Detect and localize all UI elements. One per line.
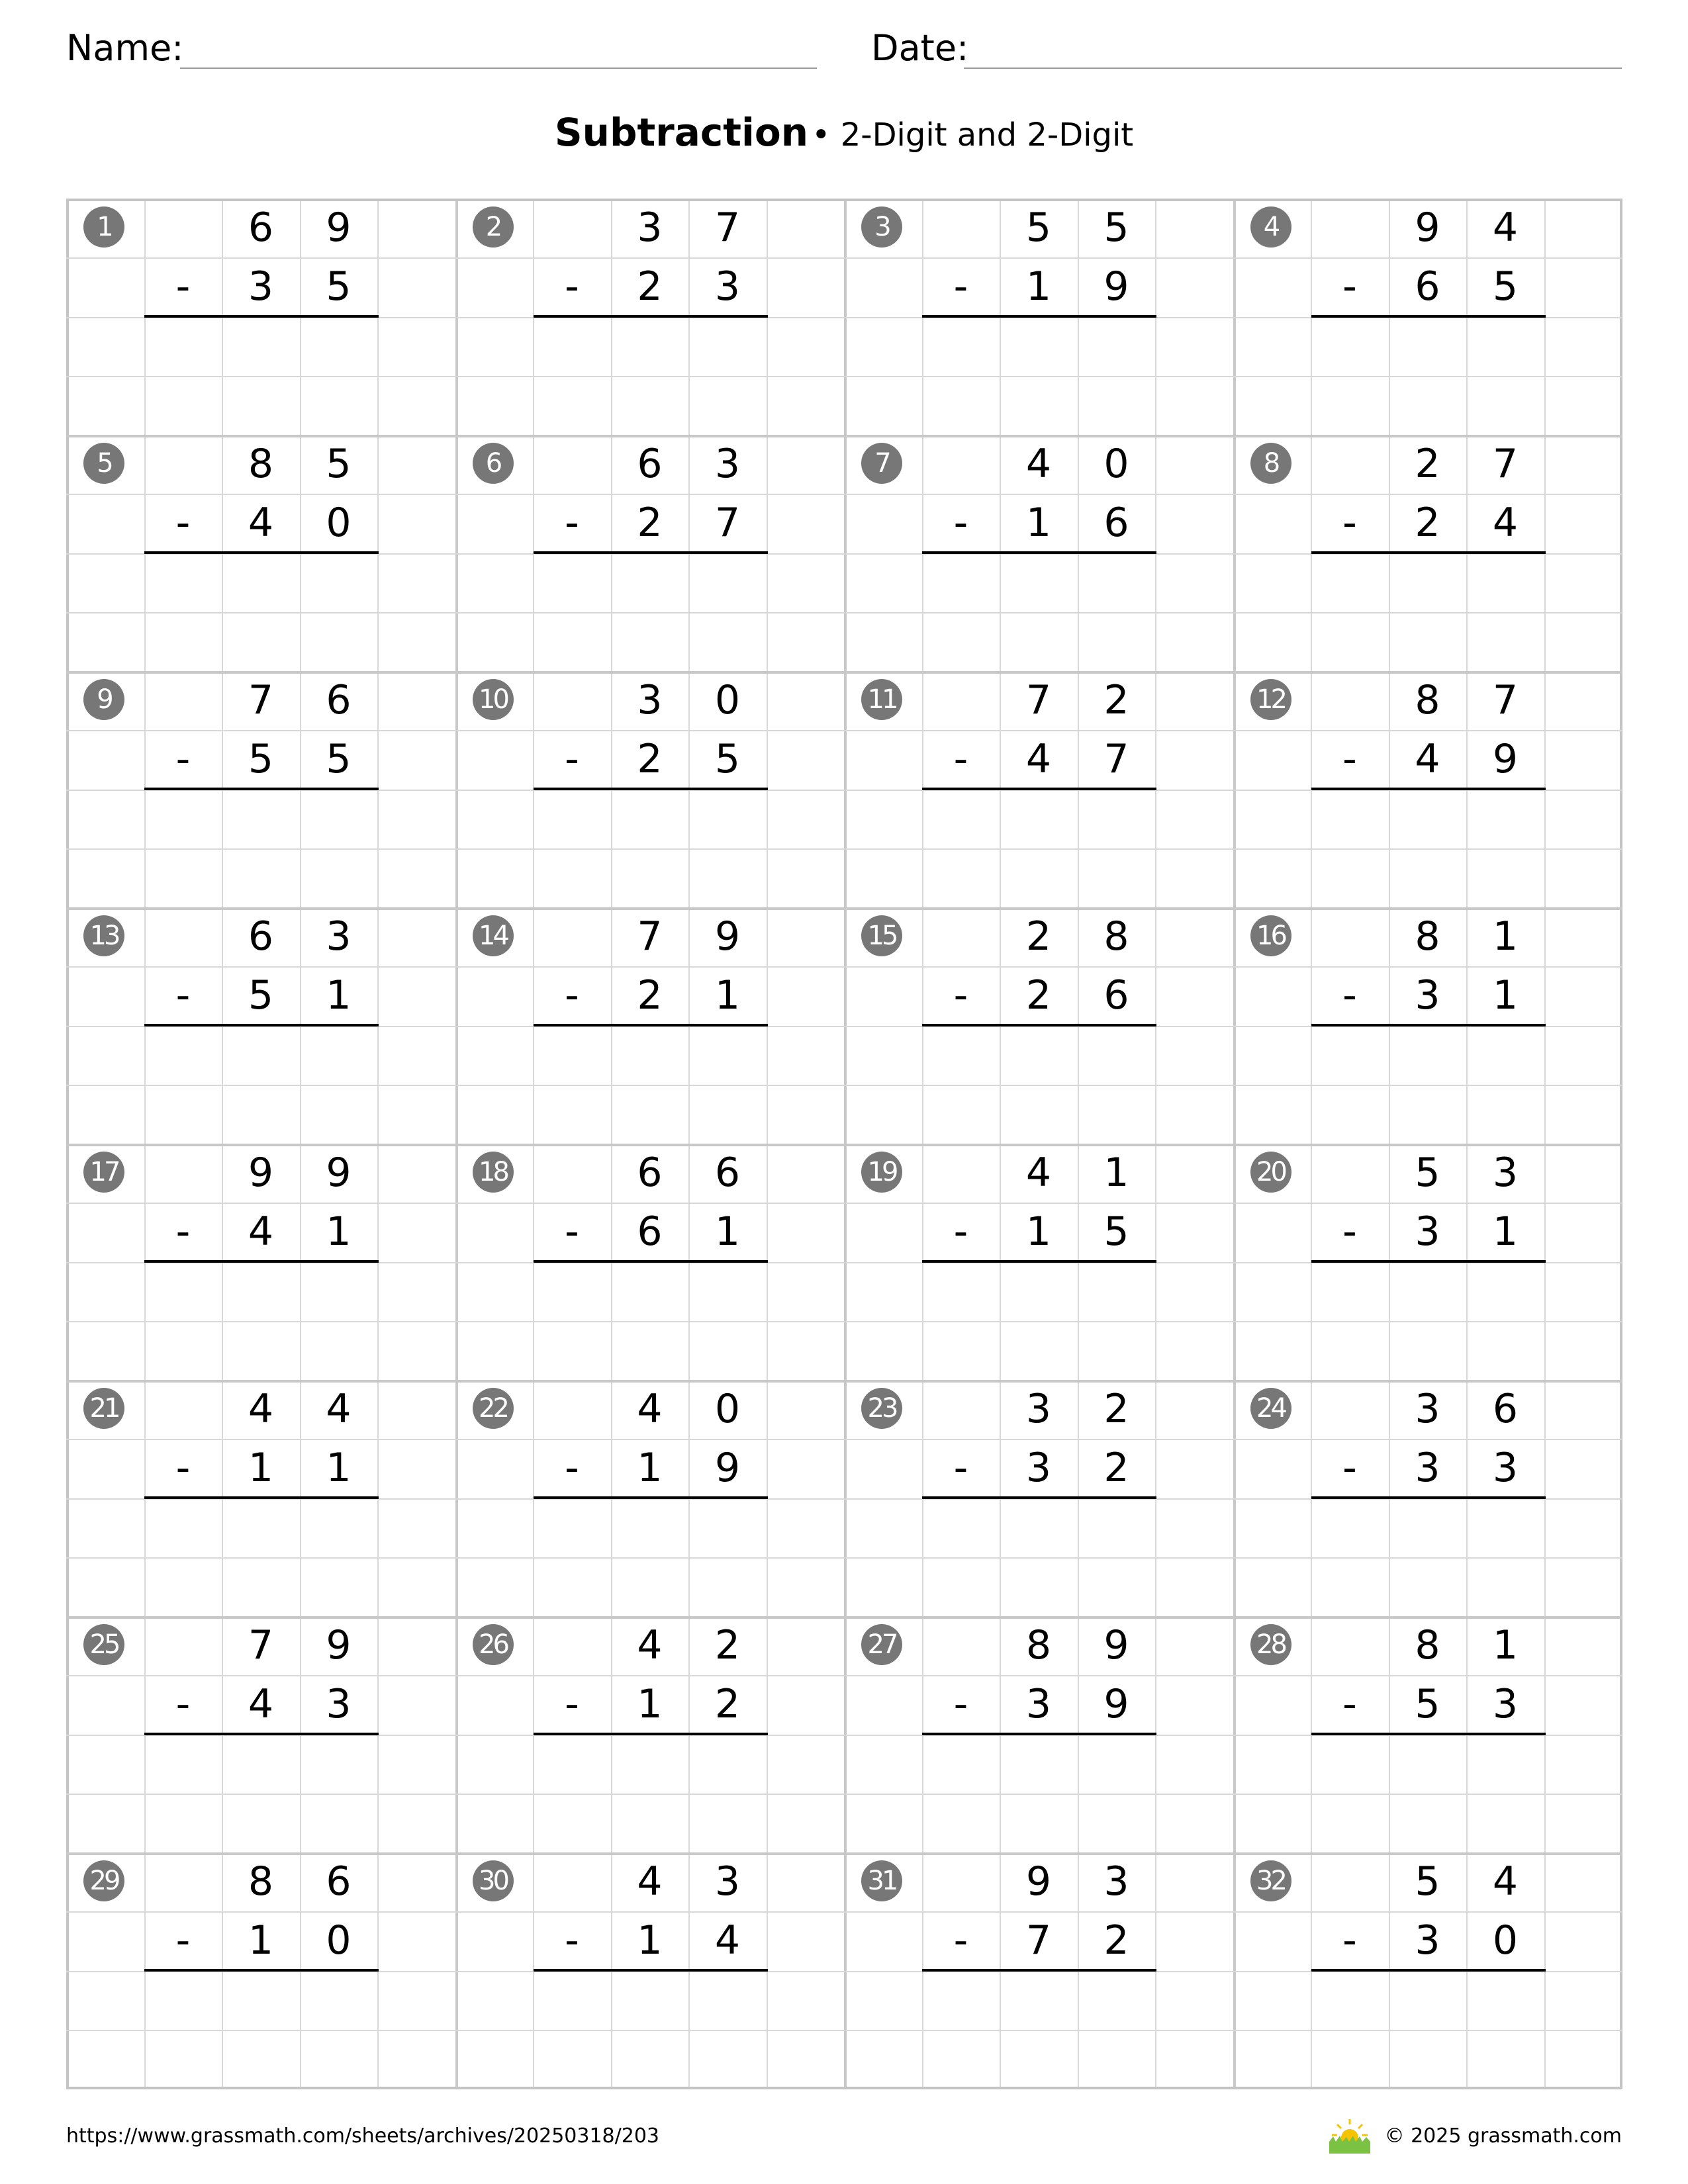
minuend-tens-digit: 2 [1025,913,1052,960]
problem-number-badge: 22 [473,1388,514,1429]
minus-sign: - [175,1445,191,1492]
answer-area[interactable] [533,1498,767,1617]
minus-sign: - [565,1445,579,1492]
problem-2 [455,199,845,435]
subtrahend-tens-digit: 4 [1025,736,1052,783]
answer-area[interactable] [533,1735,767,1853]
subtrahend-ones-digit: 1 [326,1445,352,1492]
minuend-tens-digit: 3 [1415,1386,1440,1432]
minuend-ones-digit: 7 [714,205,741,251]
problem-number-badge: 4 [1250,206,1291,248]
minus-sign: - [953,500,968,547]
problem-number-badge: 8 [1250,443,1291,484]
problem-number-badge: 6 [473,443,514,484]
problem-number-badge: 10 [473,679,514,720]
minuend-tens-digit: 3 [637,205,663,251]
minuend-tens-digit: 5 [1025,205,1052,251]
subtrahend-tens-digit: 3 [1415,1917,1440,1964]
subtrahend-ones-digit: 4 [1492,500,1519,547]
subtrahend-tens-digit: 1 [1025,263,1052,310]
minuend-ones-digit: 4 [1492,205,1519,251]
minus-sign: - [953,1208,968,1255]
subtrahend-ones-digit: 3 [714,263,741,310]
answer-area[interactable] [144,553,378,672]
subtrahend-tens-digit: 2 [1025,972,1052,1019]
minuend-ones-digit: 9 [326,1150,352,1196]
minuend-ones-digit: 0 [1103,441,1129,487]
minuend-tens-digit: 8 [248,441,274,487]
minuend-tens-digit: 4 [637,1386,663,1432]
minuend-ones-digit: 9 [326,205,352,251]
minus-sign: - [175,1208,191,1255]
subtrahend-tens-digit: 3 [1415,1445,1440,1492]
minus-sign: - [953,263,968,310]
answer-area[interactable] [1311,1498,1544,1617]
subtrahend-tens-digit: 1 [1025,500,1052,547]
minuend-ones-digit: 0 [714,1386,741,1432]
problem-7 [844,435,1233,671]
minuend-ones-digit: 6 [326,677,352,723]
minuend-tens-digit: 8 [1415,1622,1440,1668]
minuend-tens-digit: 5 [1415,1858,1440,1905]
minuend-ones-digit: 7 [1492,441,1519,487]
minus-sign: - [1342,1208,1357,1255]
subtrahend-tens-digit: 4 [248,1208,274,1255]
minuend-tens-digit: 6 [248,205,274,251]
minus-sign: - [1342,1445,1357,1492]
minuend-ones-digit: 5 [326,441,352,487]
minus-sign: - [1342,1917,1357,1964]
subtrahend-tens-digit: 4 [1415,736,1440,783]
problem-number-badge: 32 [1250,1860,1291,1901]
minuend-ones-digit: 6 [326,1858,352,1905]
problem-12 [1233,671,1622,907]
problem-9 [66,671,455,907]
subtrahend-ones-digit: 1 [1492,1208,1519,1255]
subtrahend-tens-digit: 2 [637,972,663,1019]
subtrahend-ones-digit: 9 [714,1445,741,1492]
answer-area[interactable] [144,1735,378,1853]
subtrahend-ones-digit: 1 [714,972,741,1019]
problem-number-badge: 5 [83,443,124,484]
answer-area[interactable] [144,317,378,435]
subtrahend-tens-digit: 5 [248,736,274,783]
answer-area[interactable] [922,1971,1156,2089]
minuend-ones-digit: 6 [1492,1386,1519,1432]
problem-22 [455,1380,845,1616]
answer-area[interactable] [144,1498,378,1617]
answer-area[interactable] [533,1971,767,2089]
minuend-ones-digit: 4 [326,1386,352,1432]
subtrahend-ones-digit: 6 [1103,972,1129,1019]
minuend-tens-digit: 7 [248,677,274,723]
minuend-tens-digit: 9 [1415,205,1440,251]
minuend-tens-digit: 2 [1415,441,1440,487]
subtrahend-ones-digit: 2 [714,1681,741,1728]
problem-29 [66,1852,455,2089]
problem-number-badge: 9 [83,679,124,720]
subtrahend-tens-digit: 3 [1415,1208,1440,1255]
subtrahend-ones-digit: 7 [714,500,741,547]
subtrahend-tens-digit: 7 [1025,1917,1052,1964]
minuend-ones-digit: 3 [1492,1150,1519,1196]
problem-number-badge: 16 [1250,915,1291,956]
subtrahend-tens-digit: 2 [637,263,663,310]
minuend-tens-digit: 6 [637,441,663,487]
minuend-ones-digit: 3 [1103,1858,1129,1905]
subtrahend-ones-digit: 0 [326,500,352,547]
minuend-tens-digit: 4 [248,1386,274,1432]
subtrahend-ones-digit: 1 [1492,972,1519,1019]
problem-14 [455,907,845,1144]
problem-number-badge: 28 [1250,1624,1291,1665]
answer-area[interactable] [144,1971,378,2089]
problem-number-badge: 13 [83,915,124,956]
problem-13 [66,907,455,1144]
answer-area[interactable] [1311,1262,1544,1381]
subtrahend-tens-digit: 2 [1415,500,1440,547]
subtrahend-ones-digit: 1 [714,1208,741,1255]
subtrahend-ones-digit: 4 [714,1917,741,1964]
subtrahend-tens-digit: 3 [1415,972,1440,1019]
answer-area[interactable] [533,317,767,435]
minuend-tens-digit: 4 [1025,441,1052,487]
minuend-tens-digit: 6 [637,1150,663,1196]
subtrahend-tens-digit: 3 [1025,1445,1052,1492]
problem-number-badge: 17 [83,1152,124,1193]
name-label: Name: [66,27,184,69]
minuend-tens-digit: 8 [1415,913,1440,960]
minus-sign: - [565,1681,579,1728]
problem-25 [66,1616,455,1852]
problem-number-badge: 30 [473,1860,514,1901]
subtrahend-ones-digit: 9 [1103,263,1129,310]
minus-sign: - [1342,500,1357,547]
minus-sign: - [953,1445,968,1492]
answer-area[interactable] [922,790,1156,908]
subtrahend-ones-digit: 0 [326,1917,352,1964]
problem-27 [844,1616,1233,1852]
problem-28 [1233,1616,1622,1852]
minuend-tens-digit: 9 [1025,1858,1052,1905]
page-title [0,106,1688,169]
minuend-tens-digit: 7 [637,913,663,960]
problem-number-badge: 24 [1250,1388,1291,1429]
minus-sign: - [565,263,579,310]
answer-area[interactable] [144,790,378,908]
minuend-ones-digit: 1 [1492,1622,1519,1668]
footer-url: https://www.grassmath.com/sheets/archives/20250318/203 [66,2124,660,2148]
subtrahend-ones-digit: 2 [1103,1445,1129,1492]
worksheet-grid [66,199,1622,2089]
subtrahend-ones-digit: 0 [1492,1917,1519,1964]
problem-11 [844,671,1233,907]
minus-sign: - [1342,736,1357,783]
answer-area[interactable] [1311,553,1544,672]
subtrahend-ones-digit: 3 [326,1681,352,1728]
minuend-tens-digit: 3 [637,677,663,723]
subtrahend-tens-digit: 6 [637,1208,663,1255]
answer-area[interactable] [922,1735,1156,1853]
problem-5 [66,435,455,671]
problem-15 [844,907,1233,1144]
minus-sign: - [175,500,191,547]
subtrahend-ones-digit: 2 [1103,1917,1129,1964]
subtrahend-ones-digit: 6 [1103,500,1129,547]
title-main: Subtraction [554,110,809,155]
subtrahend-tens-digit: 4 [248,1681,274,1728]
minus-sign: - [953,1917,968,1964]
answer-area[interactable] [1311,790,1544,908]
problem-number-badge: 25 [83,1624,124,1665]
minuend-ones-digit: 8 [1103,913,1129,960]
problem-31 [844,1852,1233,2089]
minuend-tens-digit: 4 [637,1622,663,1668]
minuend-ones-digit: 2 [1103,1386,1129,1432]
subtrahend-tens-digit: 6 [1415,263,1440,310]
problem-19 [844,1144,1233,1380]
problem-23 [844,1380,1233,1616]
answer-area[interactable] [533,553,767,672]
answer-area[interactable] [1311,1971,1544,2089]
subtrahend-ones-digit: 3 [1492,1681,1519,1728]
minuend-tens-digit: 8 [1415,677,1440,723]
grass-sun-icon [1328,2118,1372,2155]
minus-sign: - [175,263,191,310]
problem-4 [1233,199,1622,435]
problem-17 [66,1144,455,1380]
minuend-tens-digit: 3 [1025,1386,1052,1432]
answer-area[interactable] [922,553,1156,672]
answer-area[interactable] [1311,317,1544,435]
minus-sign: - [953,1681,968,1728]
minuend-ones-digit: 6 [714,1150,741,1196]
problem-number-badge: 15 [861,915,902,956]
minus-sign: - [565,972,579,1019]
minuend-ones-digit: 4 [1492,1858,1519,1905]
problem-number-badge: 2 [473,206,514,248]
minuend-ones-digit: 1 [1103,1150,1129,1196]
subtrahend-ones-digit: 1 [326,1208,352,1255]
answer-area[interactable] [1311,1026,1544,1144]
minuend-tens-digit: 7 [1025,677,1052,723]
minuend-ones-digit: 2 [714,1622,741,1668]
answer-area[interactable] [533,790,767,908]
minuend-ones-digit: 9 [326,1622,352,1668]
problem-10 [455,671,845,907]
problem-20 [1233,1144,1622,1380]
minuend-ones-digit: 9 [714,913,741,960]
minuend-tens-digit: 7 [248,1622,274,1668]
subtrahend-tens-digit: 2 [637,736,663,783]
minus-sign: - [565,736,579,783]
subtrahend-tens-digit: 1 [637,1445,663,1492]
minuend-tens-digit: 8 [248,1858,274,1905]
answer-area[interactable] [144,1026,378,1144]
subtrahend-ones-digit: 5 [326,263,352,310]
answer-area[interactable] [922,1262,1156,1381]
minus-sign: - [1342,1681,1357,1728]
problem-number-badge: 21 [83,1388,124,1429]
minuend-ones-digit: 1 [1492,913,1519,960]
subtrahend-ones-digit: 5 [714,736,741,783]
subtrahend-tens-digit: 1 [248,1445,274,1492]
subtrahend-ones-digit: 5 [1492,263,1519,310]
minuend-ones-digit: 3 [714,1858,741,1905]
answer-area[interactable] [533,1026,767,1144]
problem-3 [844,199,1233,435]
minuend-tens-digit: 9 [248,1150,274,1196]
subtrahend-tens-digit: 5 [1415,1681,1440,1728]
date-label: Date: [871,27,969,69]
problem-32 [1233,1852,1622,2089]
minus-sign: - [953,736,968,783]
problem-number-badge: 11 [861,679,902,720]
minuend-tens-digit: 4 [1025,1150,1052,1196]
name-field-line[interactable] [180,68,817,69]
minus-sign: - [1342,263,1357,310]
problem-number-badge: 19 [861,1152,902,1193]
minus-sign: - [565,1917,579,1964]
problem-26 [455,1616,845,1852]
minuend-ones-digit: 7 [1492,677,1519,723]
minuend-tens-digit: 5 [1415,1150,1440,1196]
subtrahend-tens-digit: 1 [248,1917,274,1964]
subtrahend-tens-digit: 3 [248,263,274,310]
minus-sign: - [175,736,191,783]
answer-area[interactable] [144,1262,378,1381]
problem-number-badge: 27 [861,1624,902,1665]
problem-number-badge: 1 [83,206,124,248]
problem-18 [455,1144,845,1380]
minus-sign: - [953,972,968,1019]
problem-number-badge: 29 [83,1860,124,1901]
minus-sign: - [175,1681,191,1728]
subtrahend-tens-digit: 2 [637,500,663,547]
minuend-ones-digit: 2 [1103,677,1129,723]
problem-number-badge: 7 [861,443,902,484]
subtrahend-tens-digit: 1 [637,1917,663,1964]
problem-30 [455,1852,845,2089]
problem-24 [1233,1380,1622,1616]
problem-number-badge: 12 [1250,679,1291,720]
subtrahend-ones-digit: 3 [1492,1445,1519,1492]
problem-number-badge: 14 [473,915,514,956]
problem-number-badge: 26 [473,1624,514,1665]
problem-number-badge: 23 [861,1388,902,1429]
answer-area[interactable] [922,1498,1156,1617]
problem-number-badge: 31 [861,1860,902,1901]
subtrahend-ones-digit: 5 [326,736,352,783]
minuend-tens-digit: 4 [637,1858,663,1905]
minuend-ones-digit: 3 [326,913,352,960]
subtrahend-tens-digit: 4 [248,500,274,547]
footer-copyright: © 2025 grassmath.com [1384,2124,1622,2148]
minuend-ones-digit: 3 [714,441,741,487]
title-subtitle: • 2-Digit and 2-Digit [812,116,1134,154]
subtrahend-tens-digit: 1 [1025,1208,1052,1255]
problem-6 [455,435,845,671]
problem-number-badge: 3 [861,206,902,248]
answer-area[interactable] [922,1026,1156,1144]
date-field-line[interactable] [964,68,1622,69]
minuend-tens-digit: 8 [1025,1622,1052,1668]
minus-sign: - [1342,972,1357,1019]
answer-area[interactable] [533,1262,767,1381]
minuend-ones-digit: 5 [1103,205,1129,251]
subtrahend-ones-digit: 7 [1103,736,1129,783]
problem-1 [66,199,455,435]
minus-sign: - [565,1208,579,1255]
subtrahend-tens-digit: 5 [248,972,274,1019]
minuend-ones-digit: 0 [714,677,741,723]
subtrahend-ones-digit: 9 [1492,736,1519,783]
answer-area[interactable] [1311,1735,1544,1853]
subtrahend-tens-digit: 3 [1025,1681,1052,1728]
subtrahend-ones-digit: 1 [326,972,352,1019]
answer-area[interactable] [922,317,1156,435]
minuend-ones-digit: 9 [1103,1622,1129,1668]
problem-21 [66,1380,455,1616]
problem-number-badge: 18 [473,1152,514,1193]
minuend-tens-digit: 6 [248,913,274,960]
subtrahend-ones-digit: 5 [1103,1208,1129,1255]
subtrahend-tens-digit: 1 [637,1681,663,1728]
problem-8 [1233,435,1622,671]
minus-sign: - [565,500,579,547]
minus-sign: - [175,1917,191,1964]
problem-16 [1233,907,1622,1144]
minus-sign: - [175,972,191,1019]
problem-number-badge: 20 [1250,1152,1291,1193]
subtrahend-ones-digit: 9 [1103,1681,1129,1728]
